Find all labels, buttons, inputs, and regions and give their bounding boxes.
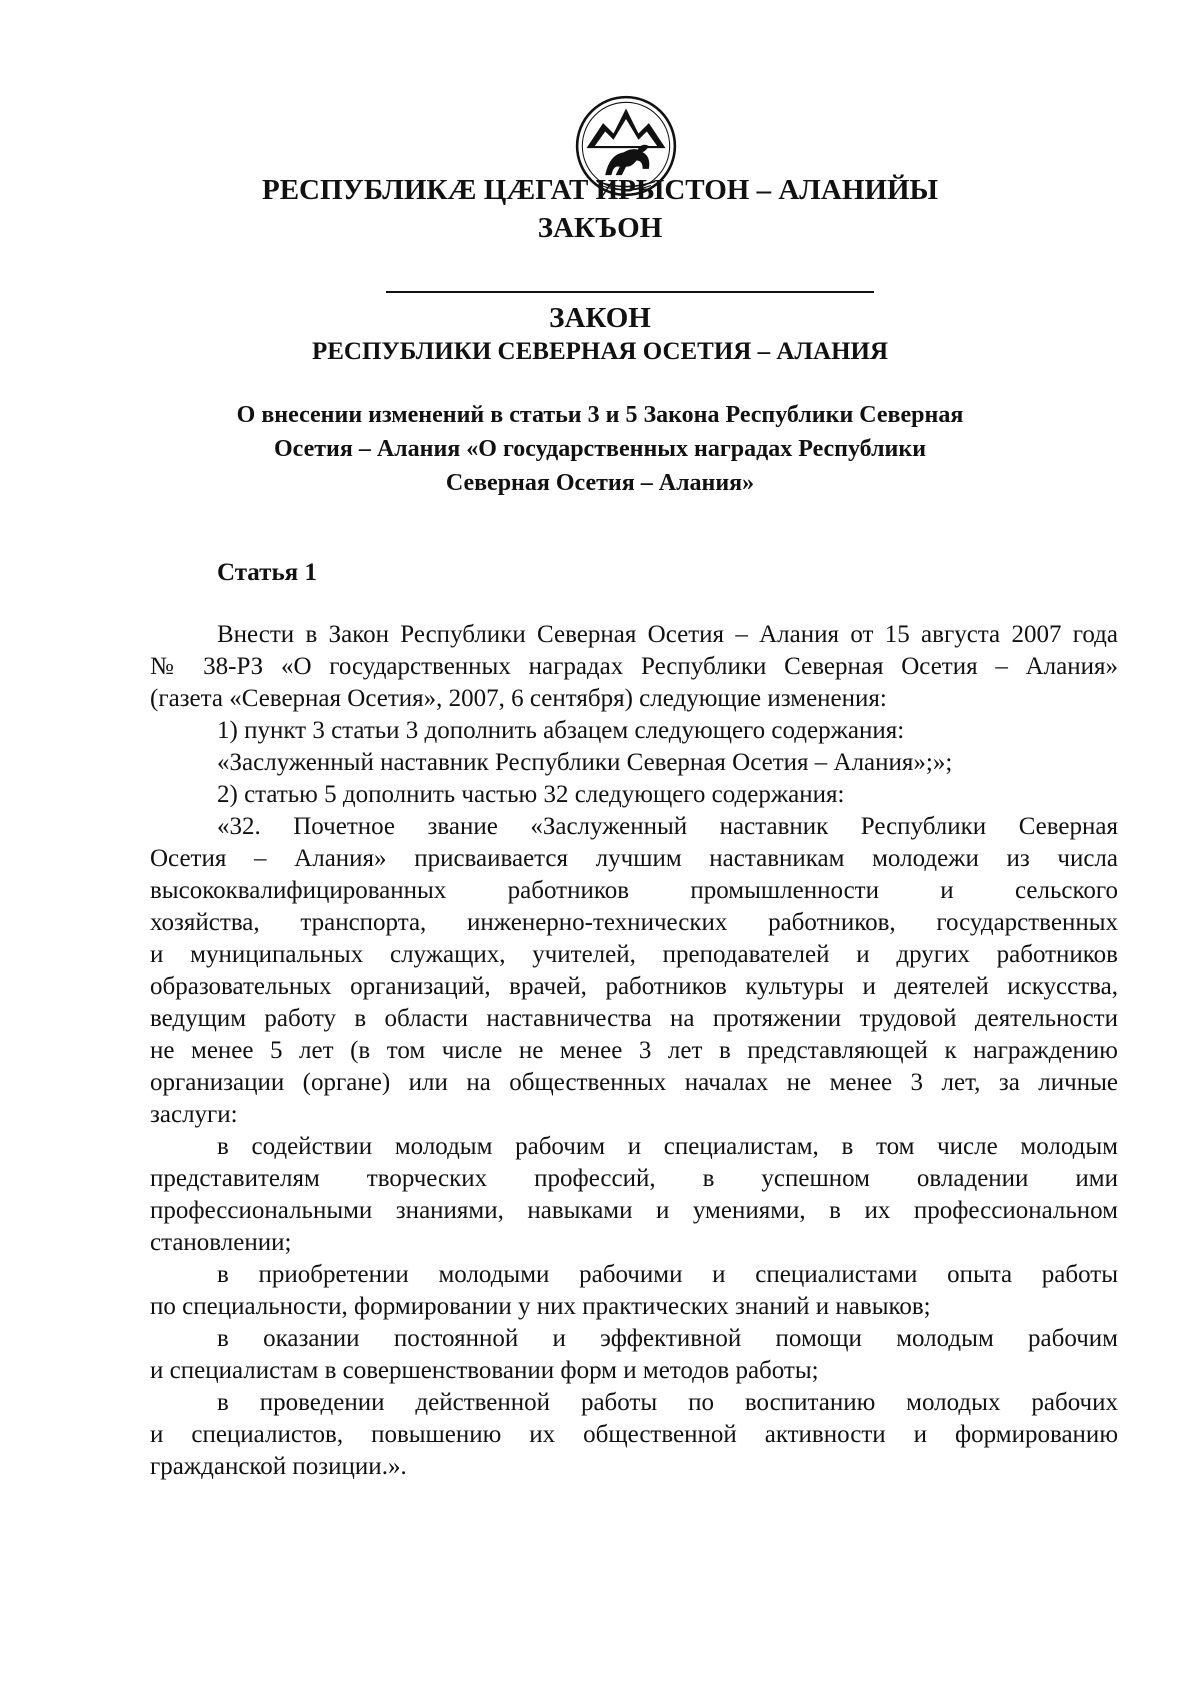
text-line: Внести в Закон Республики Северная Осетия – Алания от 15 августа 2007 года bbox=[217, 621, 1118, 648]
text-line: заслуги: bbox=[150, 1101, 238, 1128]
text-line: становлении; bbox=[150, 1229, 292, 1256]
text-line: 1) пункт 3 статьи 3 дополнить абзацем следующего содержания: bbox=[217, 717, 905, 744]
law-subject-line: Осетия – Алания «О государственных наградах Республики bbox=[273, 436, 927, 462]
text-line: не менее 5 лет (в том числе не менее 3 лет в представляющей к награждению bbox=[150, 1037, 1118, 1064]
text-line: и специалистам в совершенствовании форм и методов работы; bbox=[150, 1357, 819, 1384]
text-line: № 38-РЗ «О государственных наградах Республики Северная Осетия – Алания» bbox=[150, 653, 1118, 680]
text-line: Осетия – Алания» присваивается лучшим наставникам молодежи из числа bbox=[150, 845, 1118, 872]
republic-name-ossetian: РЕСПУБЛИКӔ ЦӔГАТ ИРЫСТОН – АЛАНИЙЫ bbox=[262, 174, 938, 206]
text-line: представителям творческих профессий, в успешном овладении ими bbox=[150, 1165, 1118, 1192]
text-line: в оказании постоянной и эффективной помощи молодым рабочим bbox=[217, 1325, 1118, 1352]
text-line: высококвалифицированных работников промышленности и сельского bbox=[150, 877, 1118, 904]
text-line: профессиональными знаниями, навыками и умениями, в их профессиональном bbox=[150, 1197, 1118, 1224]
text-line: гражданской позиции.». bbox=[150, 1453, 407, 1480]
text-line: (газета «Северная Осетия», 2007, 6 сентября) следующие изменения: bbox=[150, 685, 887, 712]
law-subject-line: Северная Осетия – Алания» bbox=[445, 470, 755, 496]
republic-name-russian: РЕСПУБЛИКИ СЕВЕРНАЯ ОСЕТИЯ – АЛАНИЯ bbox=[311, 338, 889, 365]
text-line: 2) статью 5 дополнить частью 32 следующего содержания: bbox=[217, 781, 845, 808]
header-divider bbox=[386, 291, 874, 293]
text-line: в содействии молодым рабочим и специалистам, в том числе молодым bbox=[217, 1133, 1118, 1160]
text-line: в проведении действенной работы по воспитанию молодых рабочих bbox=[217, 1389, 1118, 1416]
text-line: по специальности, формировании у них практических знаний и навыков; bbox=[150, 1293, 931, 1320]
text-line: хозяйства, транспорта, инженерно-технических работников, государственных bbox=[150, 909, 1118, 936]
text-line: в приобретении молодыми рабочими и специалистами опыта работы bbox=[217, 1261, 1118, 1288]
text-line: и муниципальных служащих, учителей, преподавателей и других работников bbox=[150, 941, 1118, 968]
law-title-ossetian: ЗАКЪОН bbox=[537, 212, 663, 244]
article-heading: Статья 1 bbox=[217, 559, 317, 586]
text-line: и специалистов, повышению их общественной активности и формированию bbox=[150, 1421, 1118, 1448]
text-line: «32. Почетное звание «Заслуженный наставник Республики Северная bbox=[217, 813, 1118, 840]
text-line: образовательных организаций, врачей, работников культуры и деятелей искусства, bbox=[150, 973, 1118, 1000]
law-title-russian: ЗАКОН bbox=[549, 302, 651, 334]
text-line: «Заслуженный наставник Республики Северная Осетия – Алания»;»; bbox=[217, 749, 953, 776]
text-line: ведущим работу в области наставничества на протяжении трудовой деятельности bbox=[150, 1005, 1118, 1032]
law-subject-line: О внесении изменений в статьи 3 и 5 Закона Республики Северная bbox=[236, 402, 964, 428]
text-line: организации (органе) или на общественных началах не менее 3 лет, за личные bbox=[150, 1069, 1118, 1096]
